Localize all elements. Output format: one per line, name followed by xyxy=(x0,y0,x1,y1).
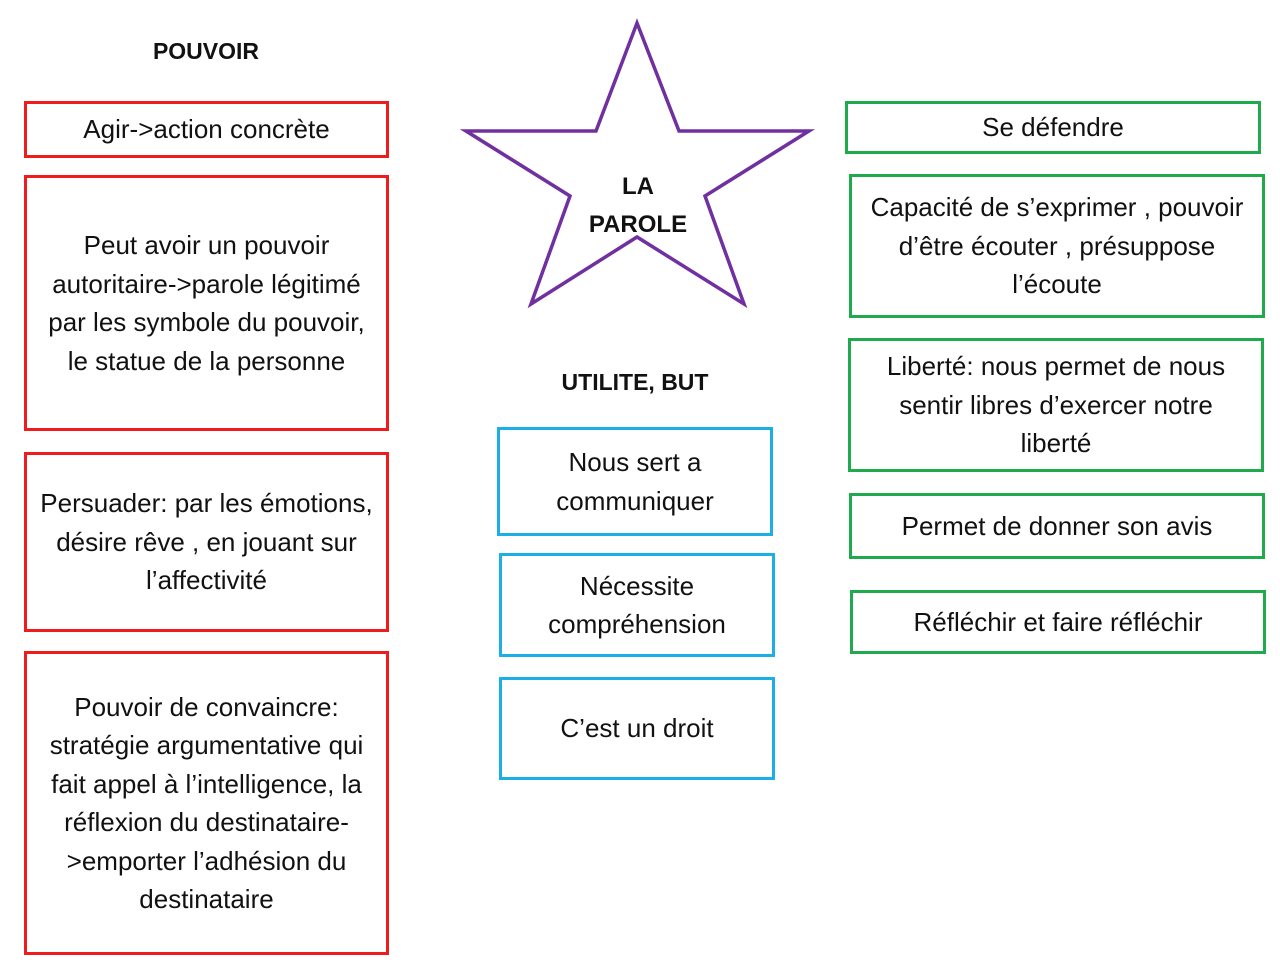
utilite-box-communiquer xyxy=(497,427,773,536)
right-box-defendre xyxy=(845,101,1261,154)
star-shape xyxy=(460,18,816,310)
right-box-reflechir-text: Réfléchir et faire réfléchir xyxy=(913,606,1203,637)
pouvoir-box-convaincre-text: Pouvoir de convaincre: stratégie argumentative qui fait appel à l’intelligence, la réflexion du destinataire->emporter l’adhésion du destinataire xyxy=(49,691,364,914)
pouvoir-box-autoritaire-text: Peut avoir un pouvoir autoritaire->parole légitimé par les symbole du pouvoir, le statue de la personne xyxy=(48,230,365,376)
right-box-reflechir xyxy=(850,590,1266,654)
right-box-exprimer xyxy=(849,174,1265,318)
right-box-exprimer-text: Capacité de s’exprimer , pouvoir d’être écouter , présuppose l’écoute xyxy=(870,192,1244,300)
utilite-heading: UTILITE, BUT xyxy=(561,369,709,395)
right-box-defendre-text: Se défendre xyxy=(982,112,1124,143)
pouvoir-box-autoritaire xyxy=(24,175,389,431)
utilite-box-comprehension xyxy=(499,553,775,657)
star-label: LA PAROLE xyxy=(588,173,688,238)
pouvoir-box-agir xyxy=(24,101,389,158)
parole-star xyxy=(460,18,816,310)
right-box-liberte-text: Liberté: nous permet de nous sentir libres d’exercer notre liberté xyxy=(886,351,1226,459)
utilite-box-comprehension-text: Nécessite compréhension xyxy=(548,570,726,639)
pouvoir-box-persuader xyxy=(24,452,389,632)
pouvoir-heading: POUVOIR xyxy=(152,38,260,64)
pouvoir-box-persuader-text: Persuader: par les émotions, désire rêve , en jouant sur l’affectivité xyxy=(40,488,373,596)
right-box-avis xyxy=(849,493,1265,559)
right-box-avis-text: Permet de donner son avis xyxy=(901,510,1213,541)
utilite-box-droit-text: C’est un droit xyxy=(560,713,714,744)
pouvoir-box-convaincre xyxy=(24,651,389,955)
utilite-box-droit xyxy=(499,677,775,780)
right-box-liberte xyxy=(848,338,1264,472)
pouvoir-box-agir-text: Agir->action concrète xyxy=(83,114,330,145)
utilite-box-communiquer-text: Nous sert a communiquer xyxy=(556,447,714,516)
